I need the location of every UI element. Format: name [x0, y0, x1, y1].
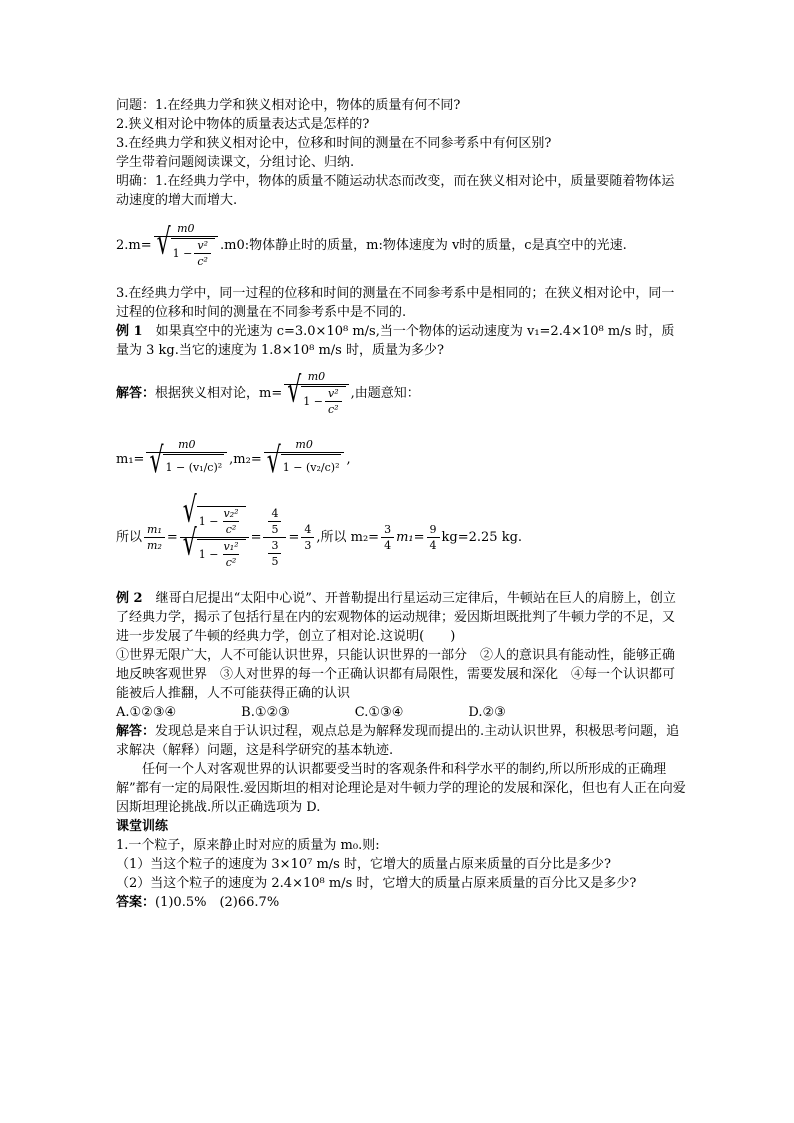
m1-label: m₁= [116, 451, 145, 467]
four-thirds [301, 523, 314, 552]
one-minus: 1 − [172, 247, 193, 260]
ratio-bottom-sqrt [182, 524, 246, 569]
example-2-options: ①世界无限广大，人不可能认识世界，只能认识世界的一部分 ②人的意识具有能动性，能够正确地反映客观世界 ③人对世界的每一个正确认识都有局限性，需要发展和深化 ④每一个认识都可能被后人推翻，人不可能获得正确的认识 [116, 648, 676, 701]
mass-formula-prefix: 2.m= [116, 237, 152, 253]
training-q1: 1.一个粒子，原来静止时对应的质量为 m₀.则: [116, 838, 380, 853]
answer-tail: ,由题意知： [350, 385, 420, 401]
ff-num [263, 507, 286, 537]
example-2-text: 继哥白尼提出“太阳中心说”、开普勒提出行星运动三定律后，牛顿站在巨人的肩膀上，创立了经典力学，揭示了包括行星在内的宏观物体的运动规律；爱因斯坦既批判了牛顿力学的不足，又进一步发展了牛顿的经典力学，创立了相对论.这说明( ) [116, 591, 676, 644]
training-title: 课堂训练 [116, 819, 169, 834]
v2: v² [328, 387, 339, 400]
n4: 4 [381, 537, 394, 552]
four-fifths [268, 507, 281, 536]
answer-sqrt-content [301, 386, 345, 416]
v1sq-over-c2 [221, 540, 242, 569]
answer-label: 答案： [116, 895, 156, 910]
n3: 3 [271, 539, 279, 552]
mass-num: m0 [177, 222, 195, 235]
c2: c² [325, 401, 342, 416]
one-minus: 1 − [165, 461, 186, 474]
answer-text: (1)0.5% (2)66.7% [155, 895, 280, 910]
ratio-m1-m2 [144, 523, 165, 552]
n4: 4 [304, 523, 312, 536]
equals: = [413, 530, 425, 545]
question-3: 3.在经典力学和狭义相对论中，位移和时间的测量在不同参考系中有何区别? [116, 136, 552, 151]
so-label: 所以 [116, 530, 143, 545]
mass-formula-desc: .m0:物体静止时的质量，m:物体速度为 v时的质量，c是真空中的光速. [220, 237, 627, 253]
clarify-3: 3.在经典力学中，同一过程的位移和时间的测量在不同参考系中是相同的；在狭义相对论中，同一过程的位移和时间的测量在不同参考系中是不同的. [116, 286, 675, 320]
answer-label: 解答： [116, 385, 156, 401]
example-2-answer [116, 722, 686, 760]
v1sq: v₁² [223, 540, 239, 553]
question-1: 问题：1.在经典力学和狭义相对论中，物体的质量有何不同? [116, 98, 461, 113]
n4: 4 [427, 537, 440, 552]
three-fifths [268, 539, 281, 568]
four-fifths-over-three-fifths [263, 507, 286, 568]
m1-m2-formula-row [116, 438, 686, 480]
v2-over-c: (v₂/c)² [306, 461, 340, 474]
n4: 4 [271, 507, 279, 520]
n5: 5 [268, 553, 281, 568]
answer-text: 根据狭义相对论，m= [155, 385, 283, 401]
answer-label: 解答： [116, 724, 156, 739]
equals: = [250, 530, 262, 545]
m2-fraction [264, 438, 345, 480]
equals: = [288, 530, 300, 545]
v2-over-c2 [194, 239, 211, 268]
training-q1-part2: （2）当这个粒子的速度为 2.4×10⁸ m/s 时，它增大的质量占原来质量的百分比又是多少? [116, 876, 637, 891]
one-minus: 1 − [198, 515, 219, 528]
radical-sign: √ [182, 524, 197, 565]
result-tail: kg=2.25 kg. [441, 530, 523, 545]
question-2: 2.狭义相对论中物体的质量表达式是怎样的? [116, 117, 370, 132]
m2-num: m0 [295, 438, 313, 451]
n3: 3 [301, 537, 314, 552]
clarify-1: 明确：1.在经典力学中，物体的质量不随运动状态而改变，而在狭义相对论中，质量要随着物体运动速度的增大而增大. [116, 174, 675, 208]
v2sq: v₂² [223, 507, 239, 520]
nine-fourths [427, 523, 440, 552]
mass-fraction [154, 222, 218, 268]
ratio-bottom-content [197, 539, 246, 569]
ff-den [263, 537, 286, 568]
answer-text: 发现总是来自于认识过程，观点总是为解释发现而提出的.主动认识世界，积极思考问题，追求解决（解释）问题，这是科学研究的基本轨迹. [116, 724, 680, 758]
radical-sign: √ [149, 441, 164, 482]
v1-over-c: (v₁/c)² [188, 461, 223, 474]
equals: = [166, 530, 178, 545]
training-answer [116, 893, 686, 912]
example-1-answer-row [116, 370, 686, 416]
m1-symbol: m₁ [396, 530, 414, 545]
sqrt-content [171, 238, 215, 268]
sqrt-ratio-den [180, 524, 249, 569]
c2: c² [223, 554, 240, 569]
mass-formula-row [116, 222, 686, 268]
ratio-row [116, 491, 686, 569]
example-2 [116, 589, 686, 646]
ratio-den: m₂ [144, 537, 165, 552]
one-minus: 1 − [198, 548, 219, 561]
c2: c² [194, 253, 211, 268]
ratio-num: m₁ [147, 523, 162, 536]
formula-comma: , [346, 451, 351, 467]
training-q1-part1: （1）当这个粒子的速度为 3×10⁷ m/s 时，它增大的质量占原来质量的百分比是多少? [116, 857, 611, 872]
v2: v² [197, 239, 208, 252]
document-page [116, 96, 686, 912]
ratio-top-content [197, 506, 246, 536]
answer-mass-fraction [284, 370, 348, 416]
m1-sqrt-content [163, 454, 224, 480]
sqrt-ratio [180, 491, 249, 569]
student-activity: 学生带着问题阅读课文，分组讨论、归纳. [116, 155, 355, 170]
example-1-label: 例 1 [116, 324, 143, 339]
n9: 9 [429, 523, 437, 536]
example-2-label: 例 2 [116, 591, 143, 606]
m2-label: ,m₂= [229, 451, 262, 467]
radical-sign: √ [182, 491, 197, 532]
v2-over-c2 [325, 387, 342, 416]
m2-sqrt-content [281, 454, 342, 480]
one-minus: 1 − [282, 461, 303, 474]
radical-sign: √ [156, 223, 171, 264]
radical-sign: √ [287, 371, 302, 412]
n3: 3 [384, 523, 392, 536]
v2sq-over-c2 [221, 507, 242, 536]
m1-num: m0 [178, 438, 196, 451]
example-1-text: 如果真空中的光速为 c=3.0×10⁸ m/s,当一个物体的运动速度为 v₁=2.4×10⁸ m/s 时，质量为 3 kg.当它的速度为 1.8×10⁸ m/s 时，质量为多少? [116, 324, 675, 358]
example-2-choices: A.①②③④ B.①②③ C.①③④ D.②③ [116, 705, 506, 720]
result-label: ,所以 m₂= [316, 530, 380, 545]
example-2-answer-p2: 任何一个人对客观世界的认识都要受当时的客观条件和科学水平的制约,所以所形成的正确理解”都有一定的局限性.爱因斯坦的相对论理论是对牛顿力学的理论的发展和深化，但也有人正在向爱因斯坦理论挑战.所以正确选项为 D. [116, 762, 686, 815]
example-1 [116, 322, 686, 360]
answer-mass-num: m0 [307, 370, 326, 383]
c2: c² [223, 521, 240, 536]
m1-fraction [146, 438, 227, 480]
one-minus: 1 − [303, 395, 323, 408]
n5: 5 [268, 521, 281, 536]
radical-sign: √ [266, 441, 281, 482]
three-fourths [381, 523, 394, 552]
